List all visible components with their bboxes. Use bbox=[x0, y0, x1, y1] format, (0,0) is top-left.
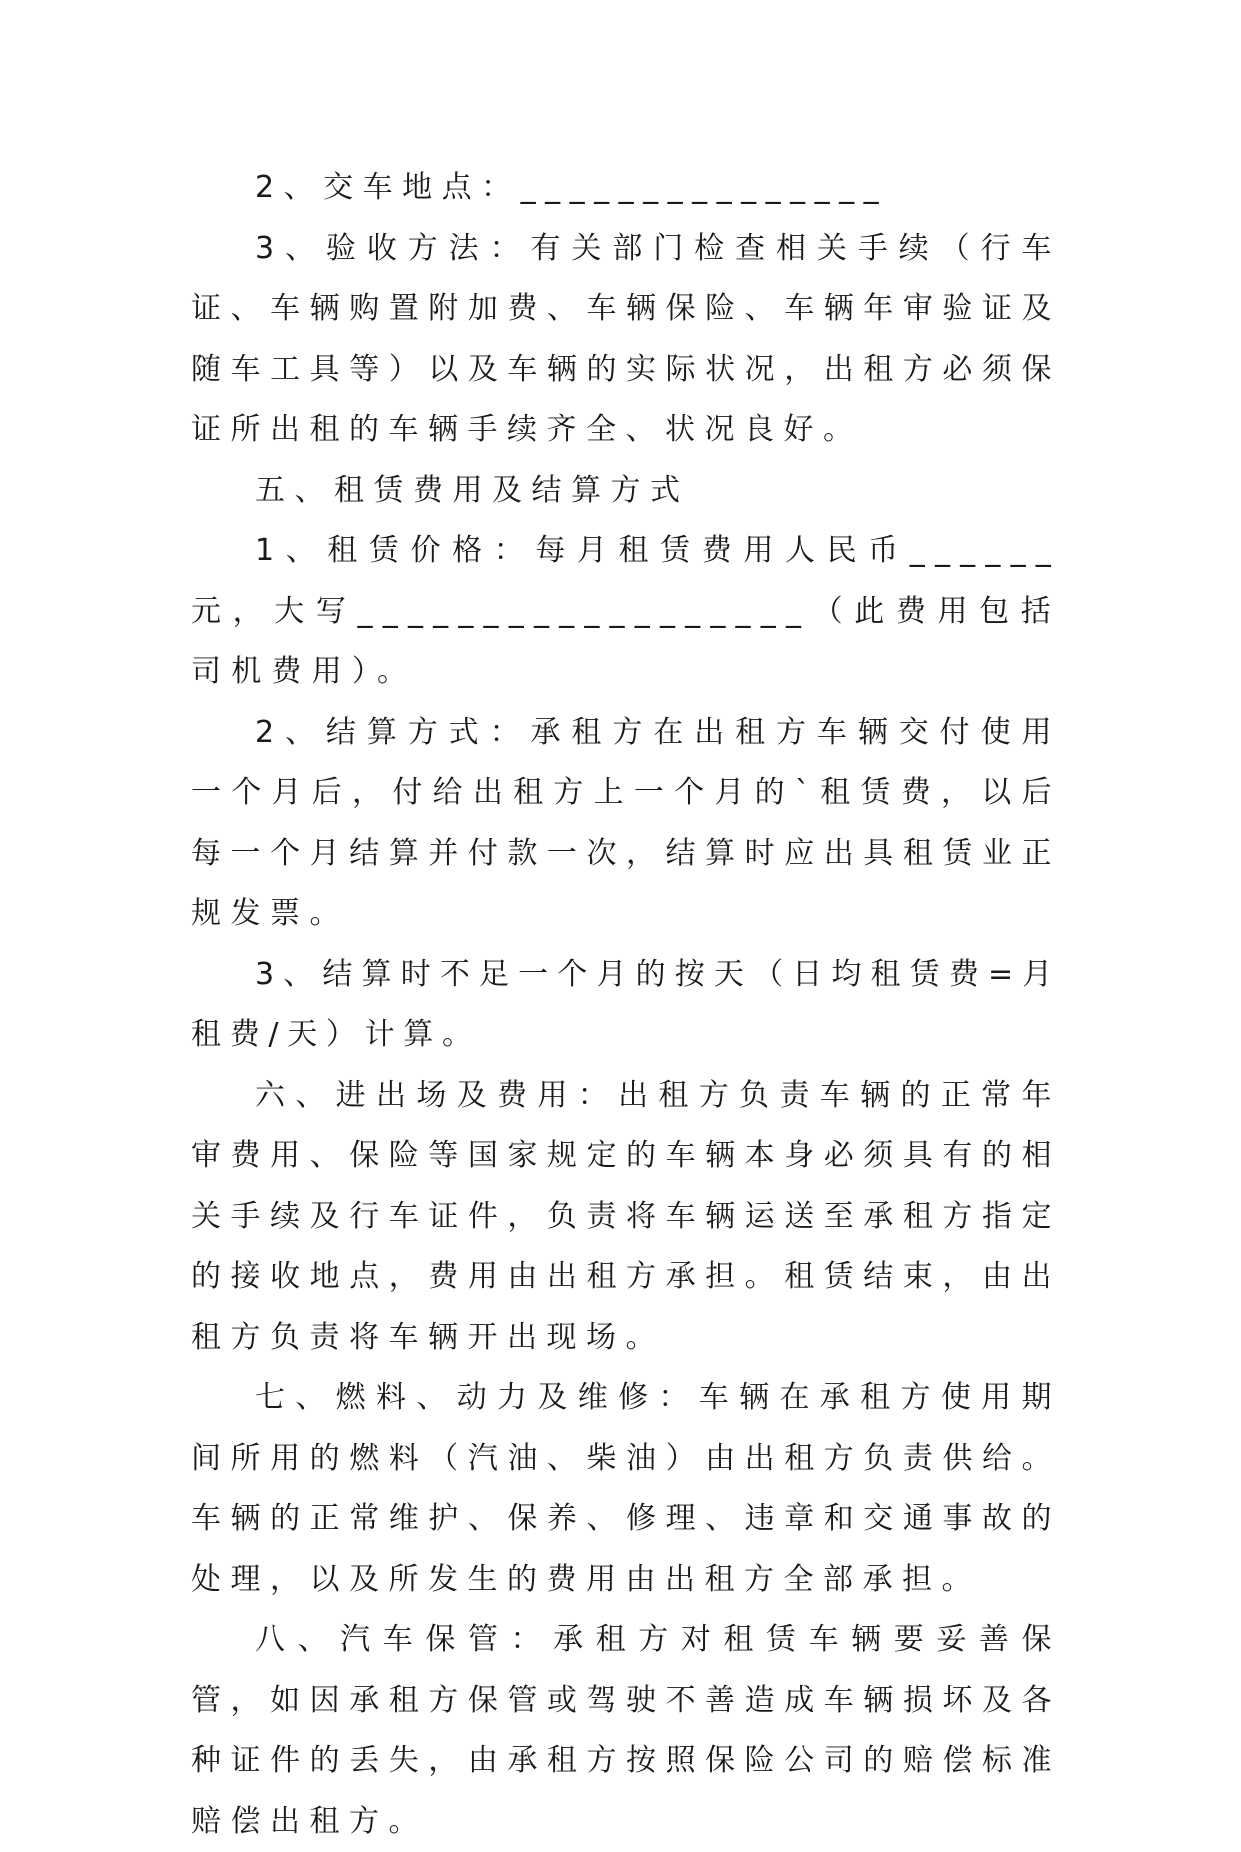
paragraph-partial-month: 3、结算时不足一个月的按天（日均租赁费=月租费/天）计算。 bbox=[191, 956, 1061, 1052]
document-body bbox=[191, 158, 1061, 1852]
paragraph-acceptance-method: 3、验收方法：有关部门检查相关手续（行车证、车辆购置附加费、车辆保险、车辆年审验证及随车工具等）以及车辆的实际状况，出租方必须保证所出租的车辆手续齐全、状况良好。 bbox=[191, 230, 1061, 447]
paragraph-settlement-method: 2、结算方式：承租方在出租方车辆交付使用一个月后，付给出租方上一个月的`租赁费，以后每一个月结算并付款一次，结算时应出具租赁业正规发票。 bbox=[191, 714, 1061, 931]
section-heading-rental-fees: 五、租赁费用及结算方式 bbox=[255, 472, 690, 508]
section-vehicle-custody: 八、汽车保管：承租方对租赁车辆要妥善保管，如因承租方保管或驾驶不善造成车辆损坏及各种证件的丢失，由承租方按照保险公司的赔偿标准赔偿出租方。 bbox=[191, 1622, 1061, 1839]
section-fuel-maintenance: 七、燃料、动力及维修：车辆在承租方使用期间所用的燃料（汽油、柴油）由出租方负责供给。车辆的正常维护、保养、修理、违章和交通事故的处理，以及所发生的费用由出租方全部承担。 bbox=[191, 1380, 1061, 1597]
section-entry-exit-fees: 六、进出场及费用：出租方负责车辆的正常年审费用、保险等国家规定的车辆本身必须具有的相关手续及行车证件，负责将车辆运送至承租方指定的接收地点，费用由出租方承担。租赁结束，由出租方负责将车辆开出现场。 bbox=[191, 1077, 1061, 1355]
paragraph-rental-price: 1、租赁价格：每月租赁费用人民币______元，大写__________________（此费用包括司机费用）。 bbox=[191, 533, 1061, 689]
paragraph-delivery-location: 2、交车地点：_______________ bbox=[255, 170, 889, 205]
